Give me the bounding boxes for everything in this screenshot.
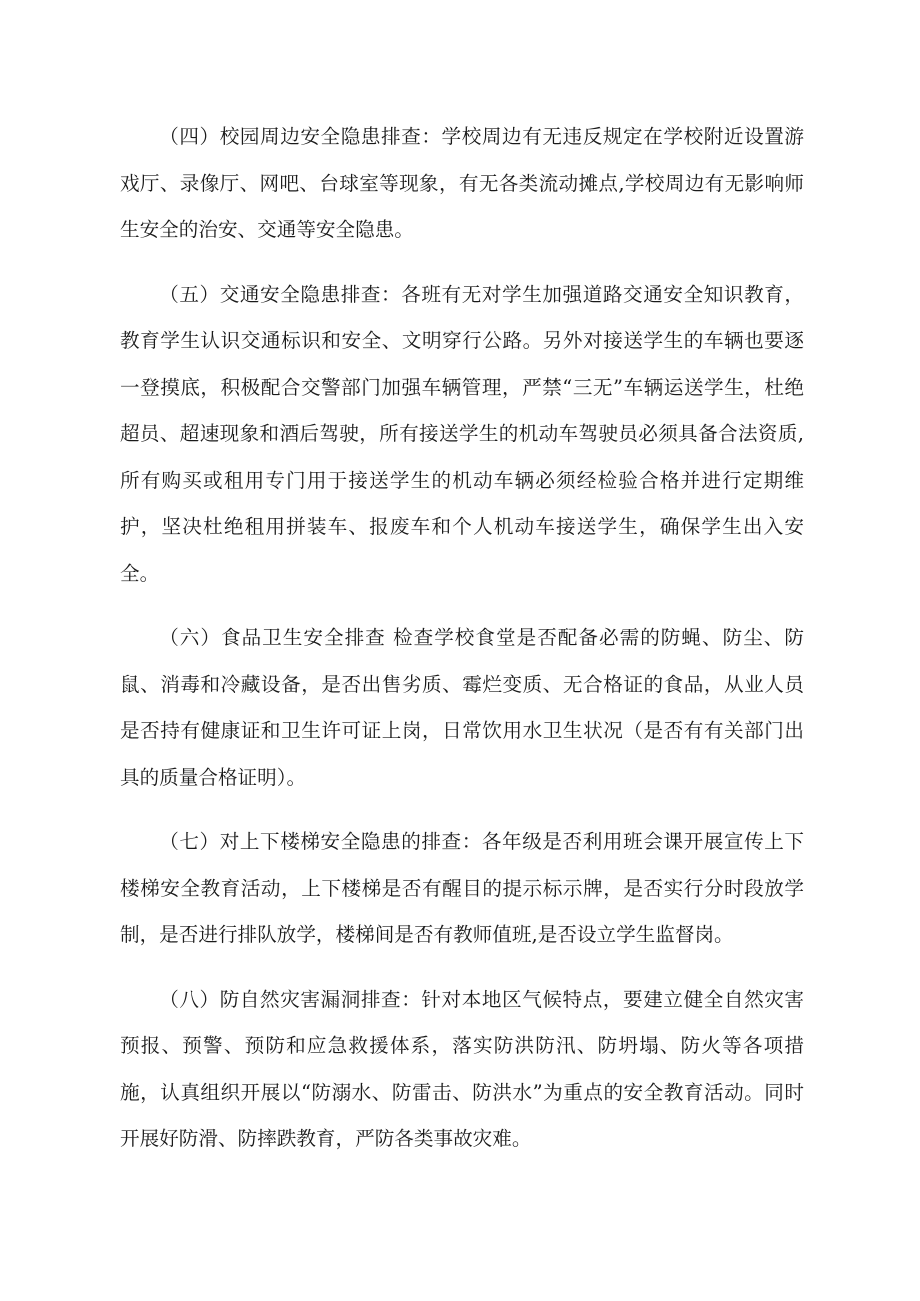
paragraph-food-hygiene: （六）食品卫生安全排查 检查学校食堂是否配备必需的防蝇、防尘、防鼠、消毒和冷藏设备，是否出售劣质、霉烂变质、无合格证的食品，从业人员是否持有健康证和卫生许可证上岗，日常饮用水卫生状况（是否有有关部门出具的质量合格证明）。 bbox=[120, 626, 804, 789]
document-body bbox=[120, 114, 804, 1181]
paragraph-stairway-safety: （七）对上下楼梯安全隐患的排查：各年级是否利用班会课开展宣传上下楼梯安全教育活动，上下楼梯是否有醒目的提示标示牌，是否实行分时段放学制，是否进行排队放学，楼梯间是否有教师值班,是否设立学生监督岗。 bbox=[120, 830, 804, 946]
paragraph-traffic-safety: （五）交通安全隐患排查：各班有无对学生加强道路交通安全知识教育，教育学生认识交通标识和安全、文明穿行公路。另外对接送学生的车辆也要逐一登摸底，积极配合交警部门加强车辆管理，严禁“三无”车辆运送学生，杜绝超员、超速现象和酒后驾驶，所有接送学生的机动车驾驶员必须具备合法资质,所有购买或租用专门用于接送学生的机动车辆必须经检验合格并进行定期维护，坚决杜绝租用拼装车、报废车和个人机动车接送学生，确保学生出入安全。 bbox=[120, 282, 804, 585]
paragraph-natural-disaster: （八）防自然灾害漏洞排查：针对本地区气候特点，要建立健全自然灾害预报、预警、预防和应急救援体系，落实防洪防汛、防坍塌、防火等各项措施，认真组织开展以“防溺水、防雷击、防洪水”为重点的安全教育活动。同时开展好防滑、防摔跌教育，严防各类事故灾难。 bbox=[120, 987, 804, 1150]
paragraph-campus-surroundings: （四）校园周边安全隐患排查：学校周边有无违反规定在学校附近设置游戏厅、录像厅、网吧、台球室等现象，有无各类流动摊点,学校周边有无影响师生安全的治安、交通等安全隐患。 bbox=[120, 125, 804, 241]
